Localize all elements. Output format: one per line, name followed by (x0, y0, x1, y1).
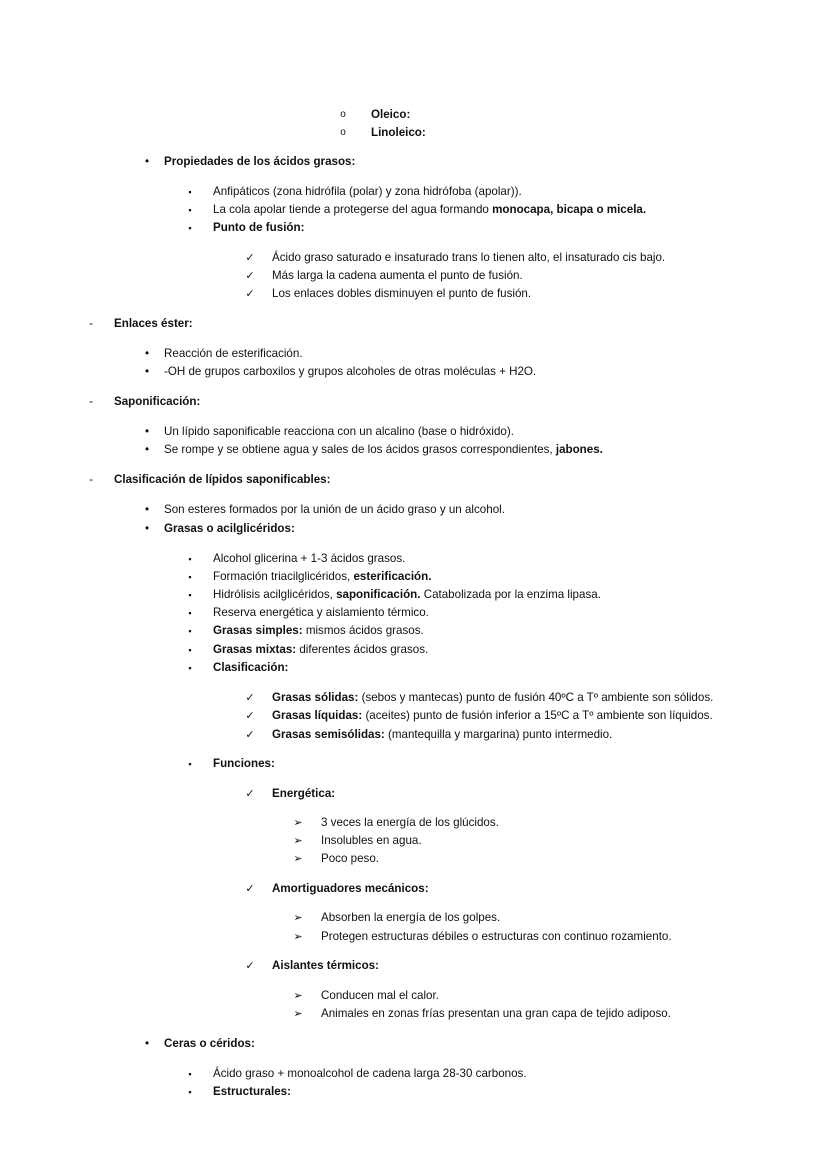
plain-text: Conducen mal el calor. (321, 989, 439, 1002)
plain-text: Catabolizada por la enzima lipasa. (420, 588, 601, 601)
square-bullet-icon: ▪ (188, 572, 192, 582)
bold-text: Estructurales: (213, 1085, 291, 1098)
item-text (164, 502, 505, 518)
arrow-bullet-icon: ➢ (293, 1008, 303, 1020)
item-text (213, 642, 428, 658)
plain-text: Un lípido saponificable reacciona con un alcalino (base o hidróxido). (164, 425, 514, 438)
item-text (272, 690, 713, 706)
item-text (114, 394, 200, 410)
checkmark-icon: ✓ (245, 960, 255, 972)
item-text (213, 756, 275, 772)
bold-text: Enlaces éster: (114, 317, 193, 330)
item-text (371, 107, 410, 123)
bullet-icon: • (144, 155, 150, 168)
plain-text: Absorben la energía de los golpes. (321, 911, 501, 924)
plain-text: Ácido graso saturado e insaturado trans lo tienen alto, el insaturado cis bajo. (272, 251, 666, 264)
square-bullet-icon: ▪ (188, 223, 192, 233)
bold-text: Grasas simples: (213, 624, 303, 637)
checkmark-icon: ✓ (245, 710, 255, 722)
plain-text: Insolubles en agua. (321, 834, 422, 847)
bold-text: Oleico: (371, 108, 411, 121)
square-bullet-icon: ▪ (188, 554, 192, 564)
plain-text: Los enlaces dobles disminuyen el punto de fusión. (272, 287, 532, 300)
bold-text: saponificación. (336, 588, 421, 601)
item-text (164, 364, 536, 380)
item-text (272, 268, 523, 284)
plain-text: -OH de grupos carboxilos y grupos alcoholes de otras moléculas + H2O. (164, 365, 537, 378)
item-text (213, 1084, 291, 1100)
bold-text: Propiedades de los ácidos grasos: (164, 155, 356, 168)
item-text (272, 786, 335, 802)
item-text (213, 587, 601, 603)
arrow-bullet-icon: ➢ (293, 853, 303, 865)
square-bullet-icon: ▪ (188, 608, 192, 618)
item-text (164, 442, 603, 458)
bullet-icon: • (144, 503, 150, 516)
arrow-bullet-icon: ➢ (293, 835, 303, 847)
plain-text: Hidrólisis acilglicéridos, (213, 588, 337, 601)
square-bullet-icon: ▪ (188, 205, 192, 215)
plain-text: Alcohol glicerina + 1-3 ácidos grasos. (213, 552, 406, 565)
item-text (164, 1036, 255, 1052)
bold-text: Grasas semisólidas: (272, 728, 385, 741)
item-text (164, 154, 355, 170)
square-bullet-icon: ▪ (188, 187, 192, 197)
arrow-bullet-icon: ➢ (293, 931, 303, 943)
item-text (272, 708, 713, 724)
square-bullet-icon: ▪ (188, 590, 192, 600)
bold-text: Clasificación de lípidos saponificables: (114, 473, 331, 486)
plain-text: Reacción de esterificación. (164, 347, 303, 360)
checkmark-icon: ✓ (245, 252, 255, 264)
square-bullet-icon: ▪ (188, 1069, 192, 1079)
item-text (213, 220, 304, 236)
bold-text: jabones. (555, 443, 603, 456)
bold-text: Linoleico: (371, 126, 426, 139)
dash-bullet-icon: - (89, 317, 93, 330)
bold-text: Grasas mixtas: (213, 643, 297, 656)
item-text (321, 988, 439, 1004)
circle-bullet-icon: o (340, 109, 346, 120)
plain-text: Reserva energética y aislamiento térmico. (213, 606, 429, 619)
bullet-icon: • (144, 425, 150, 438)
square-bullet-icon: ▪ (188, 1087, 192, 1097)
dash-bullet-icon: - (89, 395, 93, 408)
item-text (164, 424, 514, 440)
bold-text: monocapa, bicapa o micela. (492, 203, 647, 216)
bold-text: Energética: (272, 787, 336, 800)
bold-text: Funciones: (213, 757, 275, 770)
item-text (321, 929, 672, 945)
bullet-icon: • (144, 365, 150, 378)
item-text (213, 1066, 527, 1082)
square-bullet-icon: ▪ (188, 645, 192, 655)
dash-bullet-icon: - (89, 473, 93, 486)
item-text (371, 125, 426, 141)
bullet-icon: • (144, 1037, 150, 1050)
item-text (272, 250, 665, 266)
plain-text: Poco peso. (321, 852, 380, 865)
plain-text: (mantequilla y margarina) punto intermedio. (384, 728, 613, 741)
plain-text: 3 veces la energía de los glúcidos. (321, 816, 499, 829)
item-text (114, 316, 193, 332)
item-text (272, 727, 612, 743)
plain-text: Animales en zonas frías presentan una gran capa de tejido adiposo. (321, 1007, 671, 1020)
checkmark-icon: ✓ (245, 288, 255, 300)
plain-text: (aceites) punto de fusión inferior a 15ºC a Tº ambiente son líquidos. (362, 709, 713, 722)
item-text (213, 605, 429, 621)
bold-text: Grasas sólidas: (272, 691, 359, 704)
square-bullet-icon: ▪ (188, 759, 192, 769)
checkmark-icon: ✓ (245, 788, 255, 800)
arrow-bullet-icon: ➢ (293, 912, 303, 924)
bullet-icon: • (144, 522, 150, 535)
plain-text: Anfipáticos (zona hidrófila (polar) y zona hidrófoba (apolar)). (213, 185, 522, 198)
item-text (213, 660, 288, 676)
plain-text: Se rompe y se obtiene agua y sales de los ácidos grasos correspondientes, (164, 443, 556, 456)
bold-text: Aislantes térmicos: (272, 959, 379, 972)
item-text (213, 551, 405, 567)
square-bullet-icon: ▪ (188, 663, 192, 673)
plain-text: Más larga la cadena aumenta el punto de fusión. (272, 269, 523, 282)
checkmark-icon: ✓ (245, 692, 255, 704)
bold-text: Saponificación: (114, 395, 201, 408)
item-text (321, 815, 499, 831)
arrow-bullet-icon: ➢ (293, 990, 303, 1002)
item-text (213, 623, 424, 639)
item-text (321, 833, 422, 849)
bold-text: Ceras o céridos: (164, 1037, 255, 1050)
plain-text: Ácido graso + monoalcohol de cadena larga 28-30 carbonos. (213, 1067, 527, 1080)
arrow-bullet-icon: ➢ (293, 817, 303, 829)
checkmark-icon: ✓ (245, 729, 255, 741)
bullet-icon: • (144, 443, 150, 456)
checkmark-icon: ✓ (245, 270, 255, 282)
plain-text: mismos ácidos grasos. (302, 624, 424, 637)
plain-text: Formación triacilglicéridos, (213, 570, 354, 583)
item-text (272, 881, 429, 897)
item-text (213, 184, 522, 200)
bold-text: esterificación. (353, 570, 432, 583)
square-bullet-icon: ▪ (188, 626, 192, 636)
item-text (164, 346, 303, 362)
item-text (114, 472, 330, 488)
plain-text: La cola apolar tiende a protegerse del agua formando (213, 203, 493, 216)
item-text (213, 202, 646, 218)
bold-text: Grasas o acilglicéridos: (164, 522, 295, 535)
bold-text: Grasas líquidas: (272, 709, 363, 722)
circle-bullet-icon: o (340, 127, 346, 138)
item-text (164, 521, 295, 537)
checkmark-icon: ✓ (245, 883, 255, 895)
bold-text: Amortiguadores mecánicos: (272, 882, 429, 895)
plain-text: Son esteres formados por la unión de un ácido graso y un alcohol. (164, 503, 505, 516)
plain-text: diferentes ácidos grasos. (296, 643, 429, 656)
item-text (321, 910, 500, 926)
item-text (321, 851, 379, 867)
item-text (272, 958, 379, 974)
item-text (213, 569, 431, 585)
bold-text: Clasificación: (213, 661, 289, 674)
item-text (321, 1006, 671, 1022)
plain-text: Protegen estructuras débiles o estructuras con continuo rozamiento. (321, 930, 672, 943)
plain-text: (sebos y mantecas) punto de fusión 40ºC a Tº ambiente son sólidos. (358, 691, 714, 704)
bold-text: Punto de fusión: (213, 221, 305, 234)
item-text (272, 286, 531, 302)
bullet-icon: • (144, 347, 150, 360)
